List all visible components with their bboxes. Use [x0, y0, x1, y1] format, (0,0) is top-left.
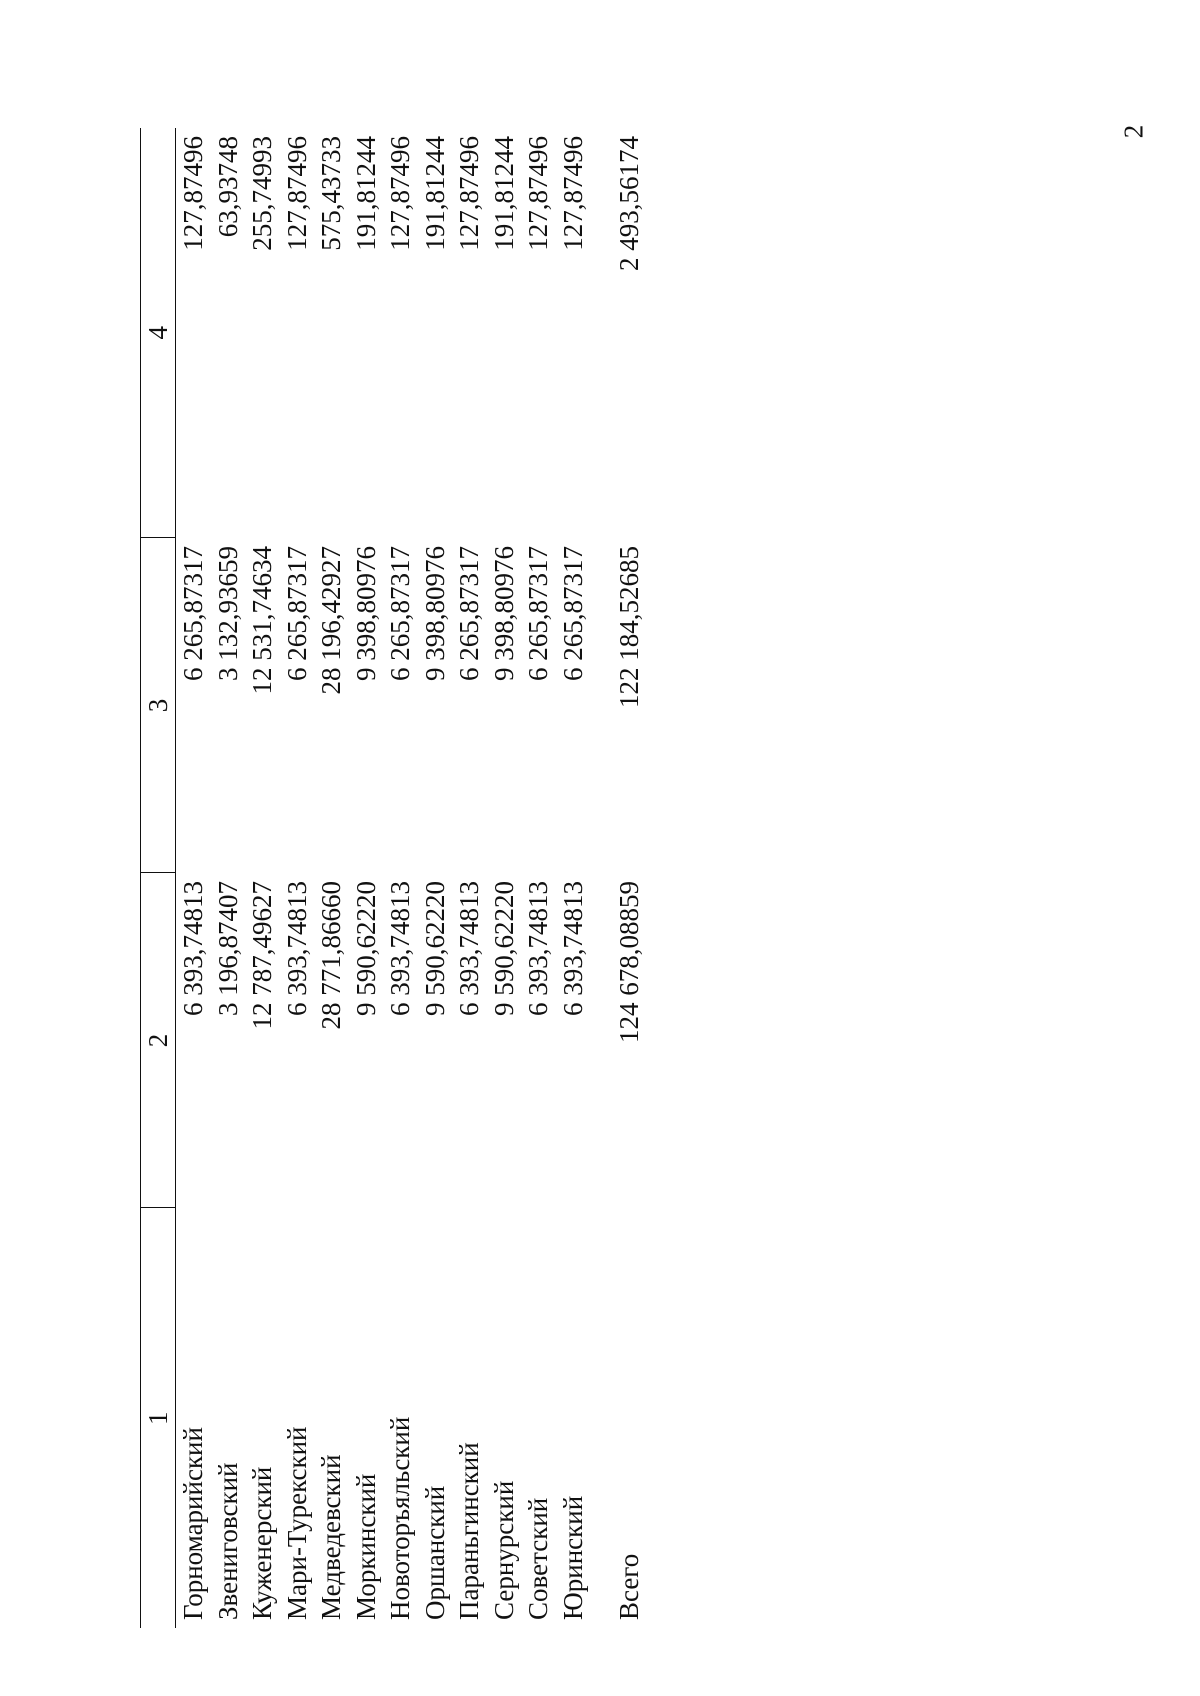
- value-col2-cell: 12 787,49627: [247, 881, 277, 1030]
- value-col4-cell: 127,87496: [385, 136, 415, 251]
- district-name-cell: Моркинский: [350, 1473, 381, 1620]
- value-col4-cell: 575,43733: [316, 136, 346, 251]
- district-name-cell: Куженерский: [247, 1466, 277, 1620]
- value-col4-cell: 63,93748: [212, 136, 243, 238]
- value-col3-cell: 9 398,80976: [350, 546, 381, 681]
- value-col3-cell: 6 265,87317: [281, 546, 312, 681]
- value-col3-cell: 3 132,93659: [212, 546, 243, 681]
- page-number: 2: [1117, 124, 1148, 139]
- value-col3-cell: 12 531,74634: [247, 546, 277, 695]
- table-row: [349, 128, 384, 1628]
- district-name-cell: Юринский: [557, 1495, 588, 1620]
- value-col3-cell: 6 265,87317: [454, 546, 484, 681]
- column-header-1: 1: [141, 1208, 176, 1628]
- table-row: [521, 128, 556, 1628]
- column-header-3: 3: [141, 538, 176, 873]
- value-col3-cell: 28 196,42927: [316, 546, 346, 695]
- value-col2-cell: 9 590,62220: [419, 881, 450, 1016]
- value-col2-cell: 6 393,74813: [557, 881, 588, 1016]
- district-name-cell: Новоторъяльский: [385, 1416, 415, 1620]
- value-col3-cell: 6 265,87317: [385, 546, 415, 681]
- column-header-4: 4: [141, 128, 176, 538]
- value-col2-cell: 6 393,74813: [281, 881, 312, 1016]
- district-name-cell: Звениговский: [212, 1462, 243, 1620]
- value-col2-cell: 28 771,86660: [316, 881, 346, 1030]
- district-name-cell: Советский: [523, 1497, 553, 1620]
- value-col3-cell: 6 265,87317: [523, 546, 553, 681]
- table-row: [556, 128, 591, 1628]
- value-col3-cell: 9 398,80976: [419, 546, 450, 681]
- total-row: [590, 128, 647, 1628]
- value-col4-cell: 127,87496: [523, 136, 553, 251]
- value-col4-cell: 191,81244: [350, 136, 381, 251]
- rotated-table-container: [140, 128, 660, 1628]
- table-row: [418, 128, 453, 1628]
- table-body: [176, 128, 647, 1628]
- district-name-cell: Мари-Турекский: [281, 1426, 312, 1620]
- table-row: [245, 128, 280, 1628]
- value-col3-cell: 6 265,87317: [178, 546, 208, 681]
- value-col4-cell: 191,81244: [488, 136, 519, 251]
- column-header-2: 2: [141, 873, 176, 1208]
- table-row: [383, 128, 418, 1628]
- district-name-cell: Медведевский: [316, 1454, 346, 1620]
- value-col2-cell: 6 393,74813: [385, 881, 415, 1016]
- district-name-cell: Всего: [614, 1553, 644, 1620]
- district-name-cell: Сернурский: [488, 1480, 519, 1620]
- value-col2-cell: 6 393,74813: [523, 881, 553, 1016]
- district-name-cell: Оршанский: [419, 1485, 450, 1620]
- header-row: [141, 128, 176, 1628]
- value-col4-cell: 191,81244: [419, 136, 450, 251]
- value-col3-cell: 9 398,80976: [488, 546, 519, 681]
- value-col2-cell: 6 393,74813: [178, 881, 208, 1016]
- value-col4-cell: 255,74993: [247, 136, 277, 251]
- distribution-table: [140, 128, 647, 1628]
- value-col4-cell: 127,87496: [557, 136, 588, 251]
- table-row: [176, 128, 211, 1628]
- table-row: [487, 128, 522, 1628]
- value-col2-cell: 9 590,62220: [350, 881, 381, 1016]
- value-col4-cell: 2 493,56174: [614, 136, 644, 271]
- value-col4-cell: 127,87496: [454, 136, 484, 251]
- table-row: [452, 128, 487, 1628]
- value-col4-cell: 127,87496: [178, 136, 208, 251]
- value-col2-cell: 3 196,87407: [212, 881, 243, 1016]
- table-row: [211, 128, 246, 1628]
- value-col2-cell: 6 393,74813: [454, 881, 484, 1016]
- table-row: [280, 128, 315, 1628]
- value-col4-cell: 127,87496: [281, 136, 312, 251]
- value-col2-cell: 9 590,62220: [488, 881, 519, 1016]
- value-col3-cell: 122 184,52685: [614, 546, 644, 708]
- district-name-cell: Горномарийский: [178, 1427, 208, 1620]
- district-name-cell: Параньгинский: [454, 1442, 484, 1620]
- value-col3-cell: 6 265,87317: [557, 546, 588, 681]
- value-col2-cell: 124 678,08859: [614, 881, 644, 1043]
- table-row: [314, 128, 349, 1628]
